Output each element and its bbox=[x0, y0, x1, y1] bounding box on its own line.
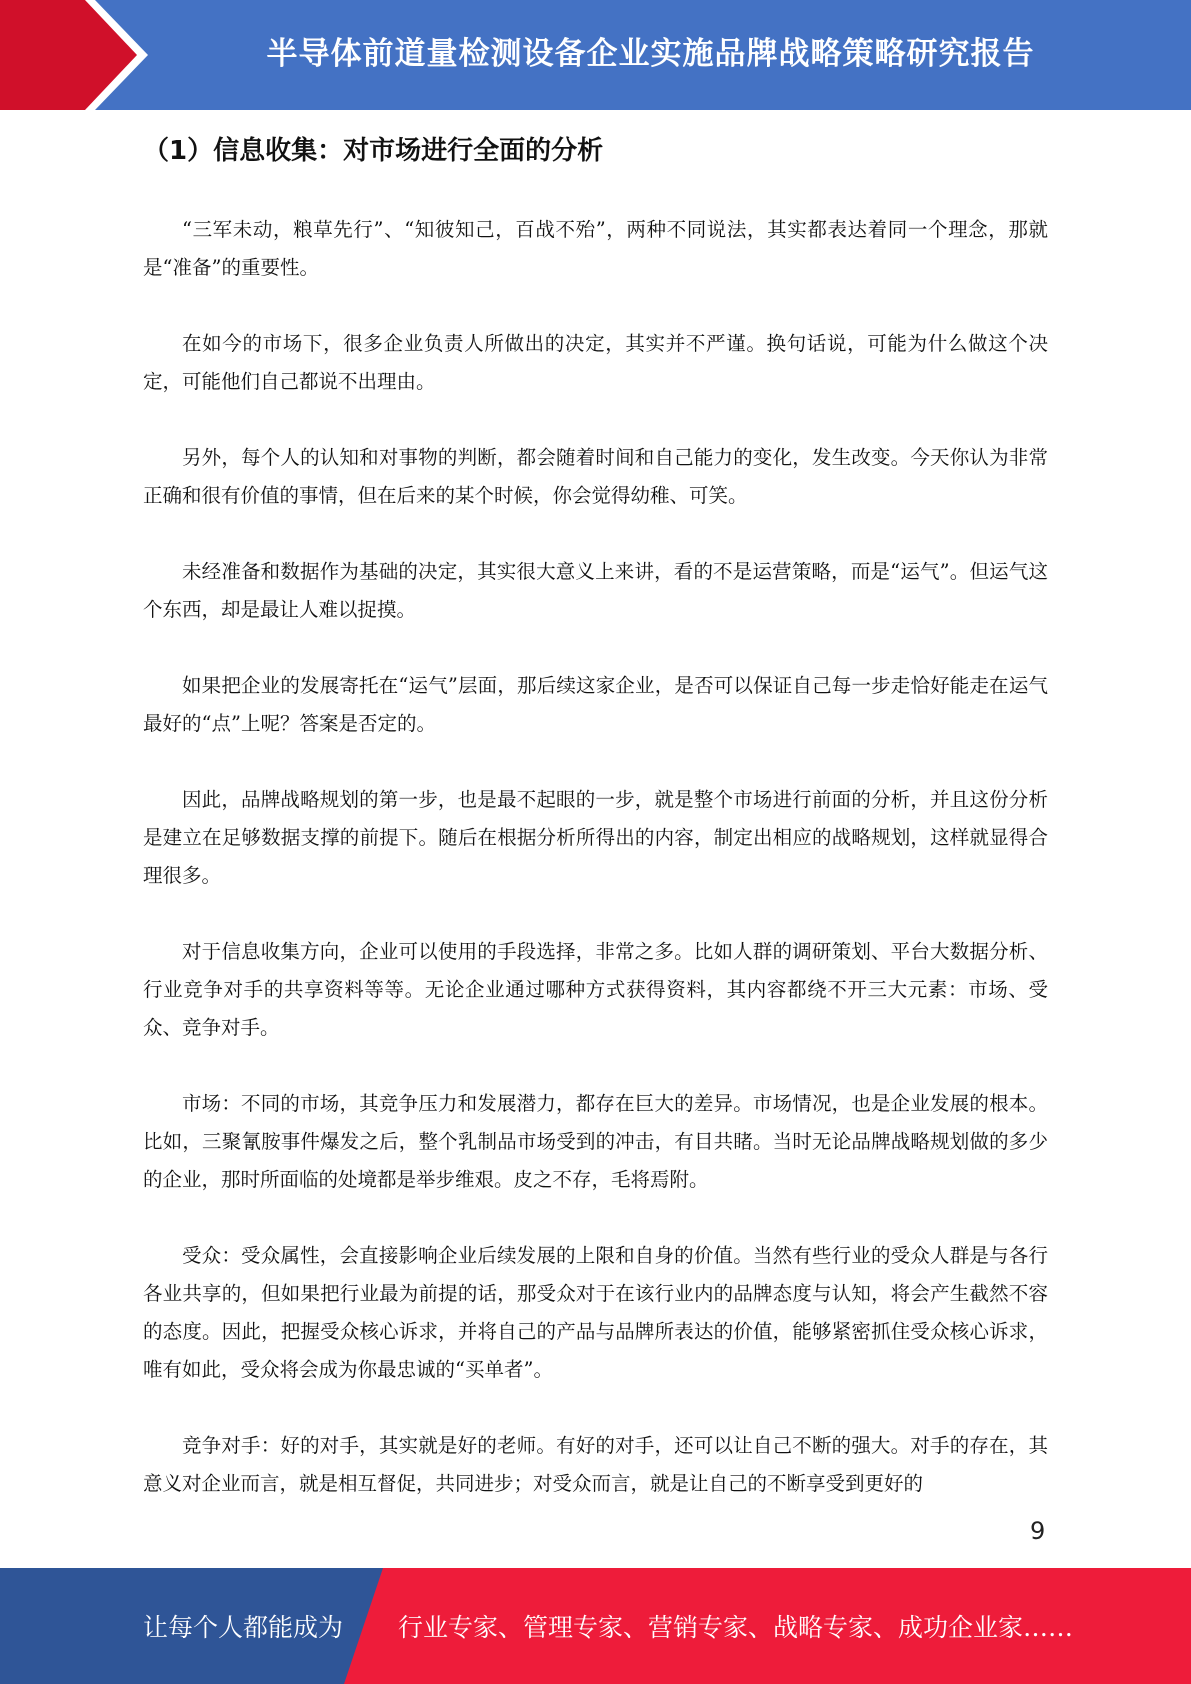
paragraph: 如果把企业的发展寄托在“运气”层面，那后续这家企业，是否可以保证自己每一步走恰好能走在运气最好的“点”上呢？答案是否定的。 bbox=[143, 674, 1048, 735]
paragraph: 在如今的市场下，很多企业负责人所做出的决定，其实并不严谨。换句话说，可能为什么做这个决定，可能他们自己都说不出理由。 bbox=[143, 332, 1048, 393]
paragraph: 因此，品牌战略规划的第一步，也是最不起眼的一步，就是整个市场进行前面的分析，并且这份分析是建立在足够数据支撑的前提下。随后在根据分析所得出的内容，制定出相应的战略规划，这样就显得合理很多。 bbox=[143, 788, 1048, 887]
page-number: 9 bbox=[1030, 1517, 1046, 1545]
paragraph: “三军未动，粮草先行”、“知彼知己，百战不殆”，两种不同说法，其实都表达着同一个理念，那就是“准备”的重要性。 bbox=[143, 218, 1048, 279]
section-heading: （1）信息收集：对市场进行全面的分析 bbox=[143, 136, 604, 166]
paragraph: 竞争对手：好的对手，其实就是好的老师。有好的对手，还可以让自己不断的强大。对手的存在，其意义对企业而言，就是相互督促，共同进步；对受众而言，就是让自己的不断享受到更好的 bbox=[143, 1434, 1048, 1495]
footer-band bbox=[0, 1568, 1191, 1684]
header-band bbox=[0, 0, 1191, 110]
paragraph: 另外，每个人的认知和对事物的判断，都会随着时间和自己能力的变化，发生改变。今天你认为非常正确和很有价值的事情，但在后来的某个时候，你会觉得幼稚、可笑。 bbox=[143, 446, 1048, 507]
footer-slogan-left: 让每个人都能成为 bbox=[143, 1613, 344, 1642]
footer-slogan-right: 行业专家、管理专家、营销专家、战略专家、成功企业家…… bbox=[398, 1613, 1074, 1642]
report-title: 半导体前道量检测设备企业实施品牌战略策略研究报告 bbox=[266, 35, 1035, 72]
paragraph: 对于信息收集方向，企业可以使用的手段选择，非常之多。比如人群的调研策划、平台大数据分析、行业竞争对手的共享资料等等。无论企业通过哪种方式获得资料，其内容都绕不开三大元素：市场、受众、竞争对手。 bbox=[143, 940, 1048, 1039]
paragraph: 受众：受众属性，会直接影响企业后续发展的上限和自身的价值。当然有些行业的受众人群是与各行各业共享的，但如果把行业最为前提的话，那受众对于在该行业内的品牌态度与认知，将会产生截然不容的态度。因此，把握受众核心诉求，并将自己的产品与品牌所表达的价值，能够紧密抓住受众核心诉求，唯有如此，受众将会成为你最忠诚的“买单者”。 bbox=[143, 1244, 1048, 1381]
paragraph: 市场：不同的市场，其竞争压力和发展潜力，都存在巨大的差异。市场情况，也是企业发展的根本。比如，三聚氰胺事件爆发之后，整个乳制品市场受到的冲击，有目共睹。当时无论品牌战略规划做的多少的企业，那时所面临的处境都是举步维艰。皮之不存，毛将焉附。 bbox=[143, 1092, 1048, 1191]
body-text bbox=[143, 211, 1048, 1541]
paragraph: 未经准备和数据作为基础的决定，其实很大意义上来讲，看的不是运营策略，而是“运气”。但运气这个东西，却是最让人难以捉摸。 bbox=[143, 560, 1048, 621]
